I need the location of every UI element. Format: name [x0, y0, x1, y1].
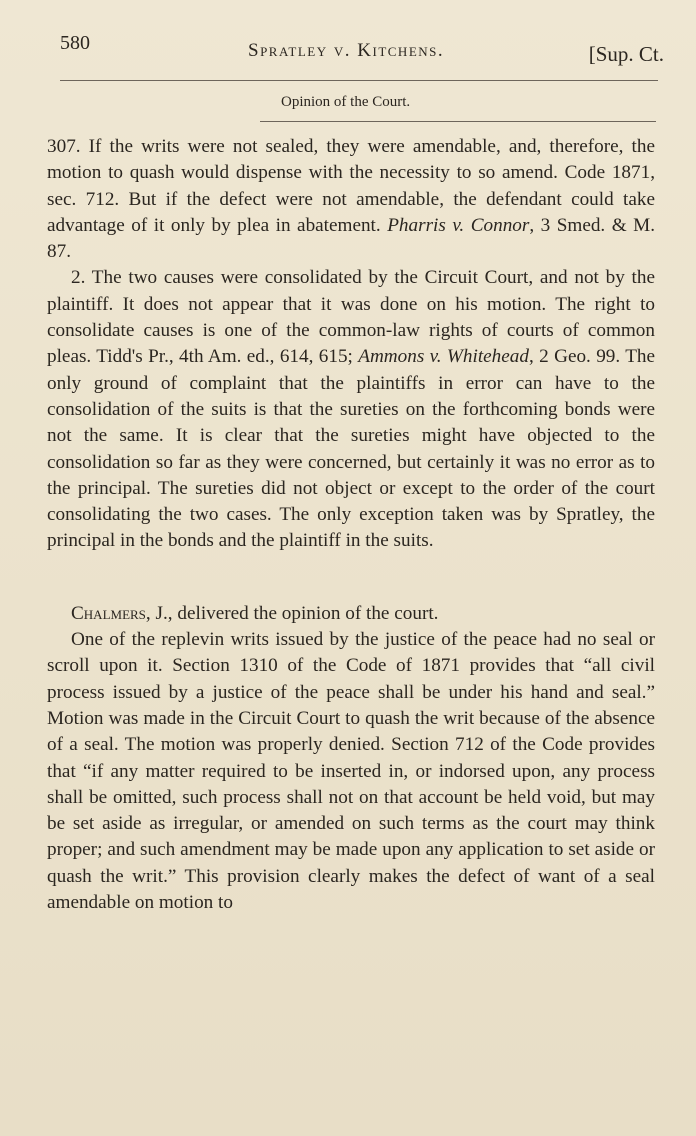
court-label: [Sup. Ct. [588, 42, 664, 66]
case-title: Spratley v. Kitchens. [248, 40, 445, 61]
opinion-intro [47, 601, 655, 627]
subheading-rule [260, 121, 656, 122]
opinion-subheading: Opinion of the Court. [281, 94, 411, 110]
running-head [60, 30, 666, 70]
page-number: 580 [60, 32, 90, 54]
case-name-pharris: Pharris v. Connor [387, 214, 530, 236]
paragraph-2-text: 2. The two causes were consolidated by the Circuit Court, and not by the plaintiff. It does not appear that it was done on his motion. The right to consolidate causes is one of the common-law rights of courts of common pleas. Tidd's Pr., 4th Am. ed., 614, 615; [47, 267, 655, 368]
body-text [47, 134, 655, 916]
judge-name: Chalmers, J. [71, 602, 168, 624]
opinion-intro-text: , delivered the opinion of the court. [167, 602, 439, 624]
section-gap [47, 555, 655, 601]
paragraph-307-text: 307. If the writs were not sealed, they were amendable, and, therefore, the motion to quash would dispense with the necessity to so amend. Code 1871, sec. 712. But if the defect were not amendable, the defendant could take advantage of it only by plea in abatement. [47, 136, 655, 236]
paragraph-307-citation: , 3 Smed. & M. 87. [47, 214, 655, 263]
header-rule [60, 80, 658, 81]
paragraph-2 [47, 265, 655, 554]
case-name-ammons: Ammons v. Whitehead [358, 346, 529, 368]
paragraph-opinion: One of the replevin writs issued by the justice of the peace had no seal or scroll upon it. Section 1310 of the Code of 1871 provides that “all civil process issued by a justice of the peace shall be under his hand and seal.” Motion was made in the Circuit Court to quash the writ because of the absence of a seal. The motion was properly denied. Section 712 of the Code provides that “if any matter required to be inserted in, or indorsed upon, any process shall be omitted, such process shall not on that account be held void, but may be set aside as irregular, or amended on such terms as the court may think proper; and such amendment may be made upon any application to set aside or quash the writ.” This provision clearly makes the defect of want of a seal amendable on motion to [47, 629, 655, 914]
paragraph-2-rest: , 2 Geo. 99. The only ground of complaint that the plaintiffs in error can have to the consolidation of the suits is that the sureties on the forthcoming bonds were not the same. It is clear that the sureties might have objected to the consolidation so far as they were concerned, but certainly it was no error as to the principal. The sureties did not object or except to the order of the court consolidating the two cases. The only exception taken was by Spratley, the principal in the bonds and the plaintiff in the suits. [47, 346, 656, 552]
paragraph-307 [47, 134, 655, 265]
